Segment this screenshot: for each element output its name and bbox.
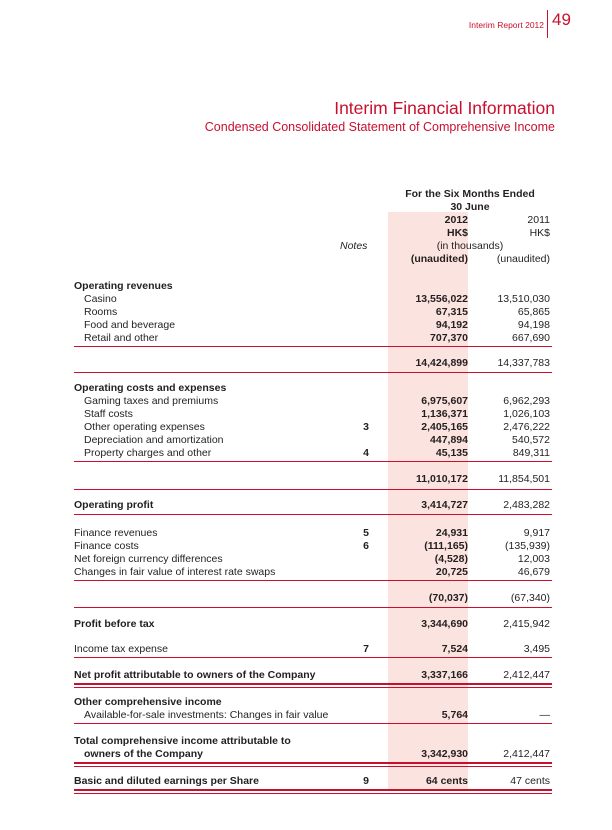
row-label: Casino [84, 293, 117, 305]
value-2011: 2,476,222 [503, 421, 550, 433]
row-divider [74, 514, 552, 515]
value-2012: 24,931 [435, 527, 468, 539]
value-2012: (111,165) [424, 540, 468, 552]
value-2012: 45,135 [435, 447, 468, 459]
period-date: 30 June [450, 201, 490, 213]
note-ref[interactable]: 4 [363, 447, 369, 459]
row-label: owners of the Company [84, 748, 204, 760]
row-label: Rooms [84, 306, 118, 318]
value-2012: 13,556,022 [415, 293, 468, 305]
value-2011: 540,572 [512, 434, 550, 446]
row-divider [74, 723, 552, 724]
value-2012: 64 cents [425, 775, 468, 787]
value-2011: 2,415,942 [503, 618, 550, 630]
row-divider [74, 346, 552, 347]
row-divider [74, 489, 552, 490]
row-divider [74, 657, 552, 658]
value-2011: 6,962,293 [503, 395, 550, 407]
audit-2012: (unaudited) [410, 253, 468, 265]
page-number: 49 [552, 10, 571, 29]
row-label: Operating profit [74, 499, 154, 511]
value-2012: 3,342,930 [421, 748, 468, 760]
audit-2011: (unaudited) [496, 253, 550, 265]
row-label: Food and beverage [84, 319, 176, 331]
row-label: Net profit attributable to owners of the Company [74, 669, 316, 681]
section-heading: Operating revenues [74, 280, 173, 292]
section-heading: Operating costs and expenses [74, 382, 227, 394]
value-2012: 2,405,165 [421, 421, 468, 433]
value-2012: 67,315 [435, 306, 468, 318]
subtotal-2012: 14,424,899 [415, 357, 468, 369]
currency-2011: HK$ [529, 227, 550, 239]
value-2011: 13,510,030 [497, 293, 550, 305]
row-label: Total comprehensive income attributable to [74, 735, 291, 747]
value-2012: 20,725 [435, 566, 468, 578]
value-2012: 3,337,166 [421, 669, 468, 681]
value-2012: 3,344,690 [421, 618, 468, 630]
value-2011: 2,412,447 [503, 669, 550, 681]
note-ref[interactable]: 3 [363, 421, 369, 433]
value-2011: 65,865 [517, 306, 550, 318]
note-ref[interactable]: 5 [363, 527, 369, 539]
value-2012: 707,370 [430, 332, 468, 344]
year-2011: 2011 [527, 214, 550, 226]
value-2012: 5,764 [441, 709, 468, 721]
row-label: Income tax expense [74, 643, 168, 655]
row-divider [74, 687, 552, 688]
value-2011: 3,495 [523, 643, 550, 655]
section-heading: Other comprehensive income [74, 696, 222, 708]
value-2011: — [539, 709, 550, 721]
header-divider [547, 10, 548, 38]
currency-2012: HK$ [446, 227, 468, 239]
value-2011: 1,026,103 [503, 408, 550, 420]
value-2011: 46,679 [517, 566, 550, 578]
row-divider [74, 683, 552, 685]
row-divider [74, 461, 552, 462]
row-label: Net foreign currency differences [74, 553, 223, 565]
page-title: Interim Financial Information [334, 98, 555, 118]
row-label: Other operating expenses [84, 421, 205, 433]
value-2012: 7,524 [441, 643, 468, 655]
subtotal-2011: (67,340) [510, 592, 550, 604]
units-heading: (in thousands) [436, 240, 504, 252]
row-label: Depreciation and amortization [84, 434, 224, 446]
row-label: Gaming taxes and premiums [84, 395, 219, 407]
row-divider [74, 580, 552, 581]
row-divider [74, 793, 552, 794]
report-name: Interim Report 2012 [468, 20, 544, 30]
page-subtitle: Condensed Consolidated Statement of Comprehensive Income [204, 120, 555, 134]
value-2012: (4,528) [434, 553, 468, 565]
row-label: Finance revenues [74, 527, 158, 539]
subtotal-2011: 14,337,783 [497, 357, 550, 369]
value-2011: 47 cents [510, 775, 550, 787]
value-2012: 3,414,727 [421, 499, 468, 511]
value-2011: 2,483,282 [503, 499, 550, 511]
row-divider [74, 789, 552, 791]
row-label: Basic and diluted earnings per Share [74, 775, 259, 787]
value-2011: 12,003 [517, 553, 550, 565]
value-2011: 849,311 [512, 447, 550, 459]
value-2011: 9,917 [523, 527, 550, 539]
row-divider [74, 762, 552, 764]
row-label: Retail and other [84, 332, 159, 344]
subtotal-2012: (70,037) [428, 592, 468, 604]
note-ref[interactable]: 7 [363, 643, 369, 655]
value-2012: 6,975,607 [421, 395, 468, 407]
value-2012: 447,894 [430, 434, 468, 446]
notes-heading: Notes [340, 240, 368, 252]
value-2011: 2,412,447 [503, 748, 550, 760]
value-2011: 94,198 [517, 319, 550, 331]
value-2012: 1,136,371 [421, 408, 468, 420]
row-label: Property charges and other [84, 447, 212, 459]
period-heading: For the Six Months Ended [405, 188, 535, 200]
value-2011: 667,690 [512, 332, 550, 344]
year-2012: 2012 [444, 214, 468, 226]
row-divider [74, 607, 552, 608]
row-label: Staff costs [84, 408, 133, 420]
row-label: Available-for-sale investments: Changes in fair value [84, 709, 329, 721]
value-2011: (135,939) [505, 540, 550, 552]
value-2012: 94,192 [435, 319, 468, 331]
row-label: Changes in fair value of interest rate swaps [74, 566, 276, 578]
note-ref[interactable]: 9 [363, 775, 369, 787]
row-divider [74, 372, 552, 373]
row-divider [74, 766, 552, 767]
row-label: Finance costs [74, 540, 139, 552]
note-ref[interactable]: 6 [363, 540, 369, 552]
subtotal-2011: 11,854,501 [498, 473, 550, 485]
subtotal-2012: 11,010,172 [416, 473, 468, 485]
row-label: Profit before tax [74, 618, 155, 630]
